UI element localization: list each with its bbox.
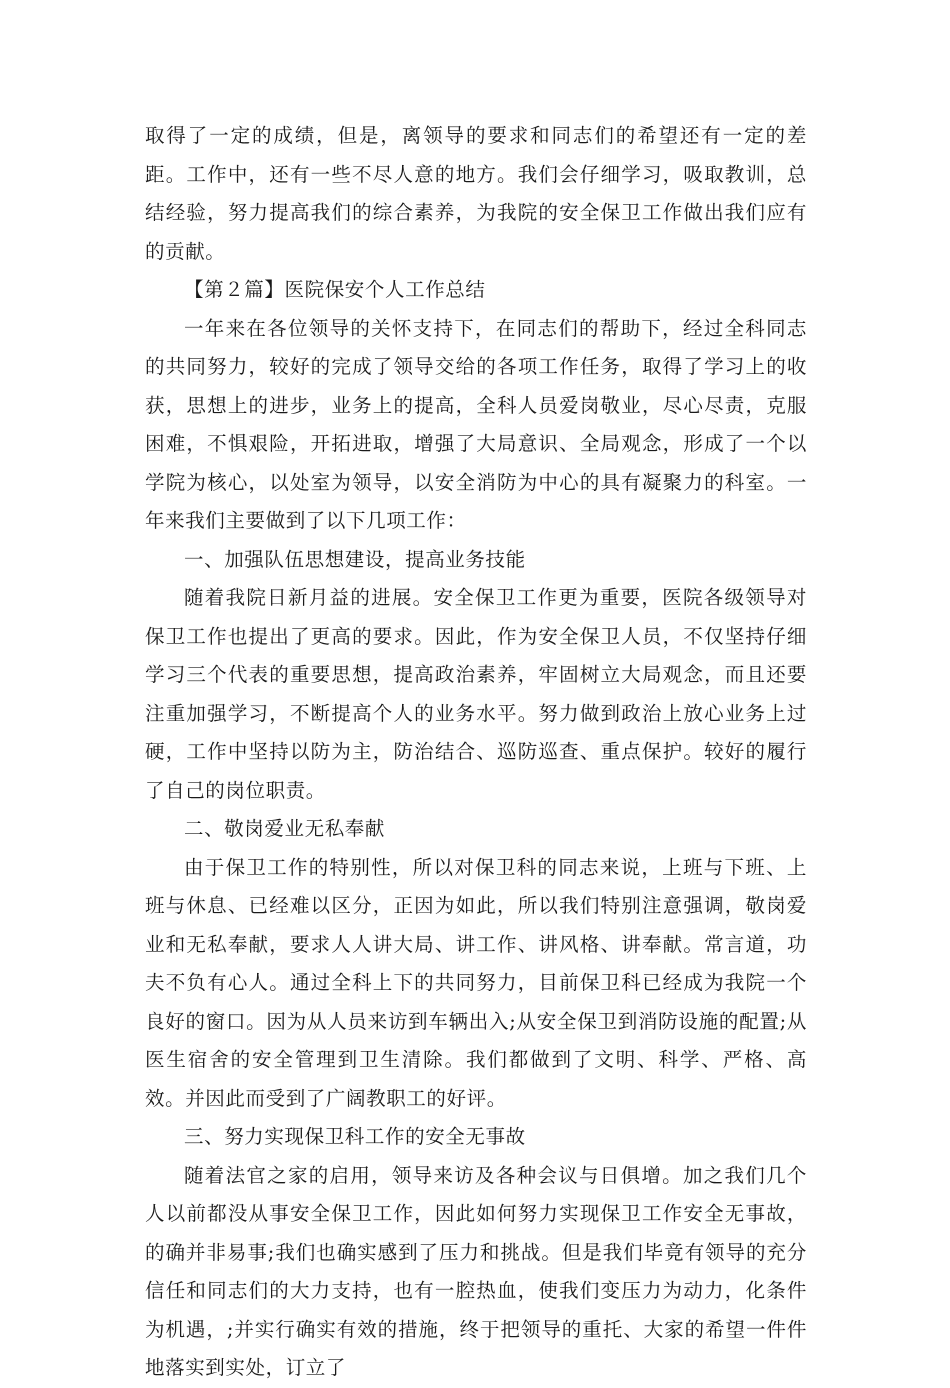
section-heading-1: 一、加强队伍思想建设，提高业务技能	[184, 547, 526, 571]
document-body	[145, 117, 807, 1388]
article-title: 【第２篇】医院保安个人工作总结	[184, 278, 486, 301]
paragraph-section-3: 随着法官之家的启用，领导来访及各种会议与日俱增。加之我们几个人以前都没从事安全保卫工作，因此如何努力实现保卫工作安全无事故，的确并非易事;我们也确实感到了压力和挑战。但是我们毕竟有领导的充分信任和同志们的大力支持，也有一腔热血，使我们变压力为动力，化条件为机遇，;并实行确实有效的措施，终于把领导的重托、大家的希望一件件地落实到实处，订立了	[145, 1163, 807, 1379]
paragraph-intro: 一年来在各位领导的关怀支持下，在同志们的帮助下，经过全科同志的共同努力，较好的完成了领导交给的各项工作任务，取得了学习上的收获，思想上的进步，业务上的提高，全科人员爱岗敬业，尽心尽责，克服困难，不惧艰险，开拓进取，增强了大局意识、全局观念，形成了一个以学院为核心，以处室为领导，以安全消防为中心的具有凝聚力的科室。一年来我们主要做到了以下几项工作：	[145, 316, 807, 532]
paragraph-section-1: 随着我院日新月益的进展。安全保卫工作更为重要，医院各级领导对保卫工作也提出了更高的要求。因此，作为安全保卫人员，不仅坚持仔细学习三个代表的重要思想，提高政治素养，牢固树立大局观念，而且还要注重加强学习，不断提高个人的业务水平。努力做到政治上放心业务上过硬，工作中坚持以防为主，防治结合、巡防巡查、重点保护。较好的履行了自己的岗位职责。	[145, 586, 807, 802]
section-heading-2: 二、敬岗爱业无私奉献	[184, 817, 386, 840]
paragraph-continuation: 取得了一定的成绩，但是，离领导的要求和同志们的希望还有一定的差距。工作中，还有一些不尽人意的地方。我们会仔细学习，吸取教训，总结经验，努力提高我们的综合素养，为我院的安全保卫工作做出我们应有的贡献。	[145, 124, 807, 263]
section-heading-3: 三、努力实现保卫科工作的安全无事故	[184, 1125, 526, 1148]
paragraph-section-2: 由于保卫工作的特别性，所以对保卫科的同志来说，上班与下班、上班与休息、已经难以区分，正因为如此，所以我们特别注意强调，敬岗爱业和无私奉献，要求人人讲大局、讲工作、讲风格、讲奉献。常言道，功夫不负有心人。通过全科上下的共同努力，目前保卫科已经成为我院一个良好的窗口。因为从人员来访到车辆出入;从安全保卫到消防设施的配置;从医生宿舍的安全管理到卫生清除。我们都做到了文明、科学、严格、高效。并因此而受到了广阔教职工的好评。	[145, 855, 807, 1110]
